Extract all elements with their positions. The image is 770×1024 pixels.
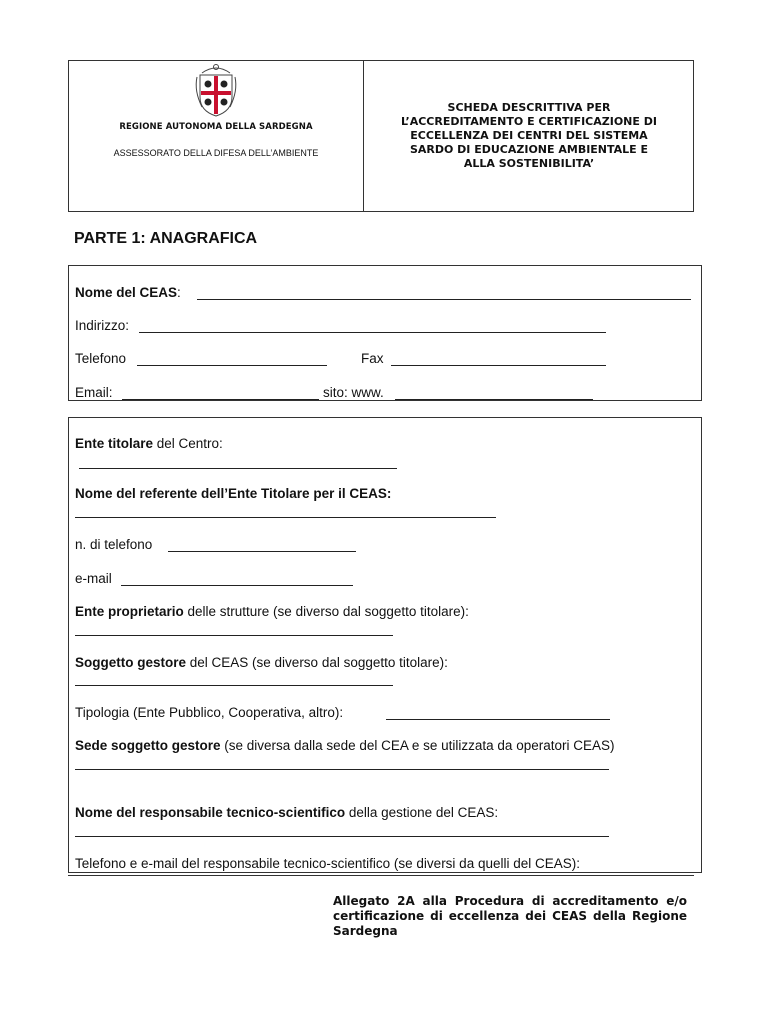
title-line: L’ACCREDITAMENTO E CERTIFICAZIONE DI <box>401 115 657 128</box>
ente-titolare-field[interactable] <box>79 468 397 469</box>
org-name: REGIONE AUTONOMA DELLA SARDEGNA <box>119 122 313 132</box>
region-crest-icon <box>192 61 240 119</box>
e-mail-field[interactable] <box>121 585 353 586</box>
indirizzo-field[interactable] <box>139 332 606 333</box>
e-mail-label: e-mail <box>75 571 112 586</box>
gestore-label: Soggetto gestore del CEAS (se diverso dal soggetto titolare): <box>75 655 448 670</box>
bottom-rule <box>68 875 694 876</box>
referente-field[interactable] <box>75 517 496 518</box>
ente-titolare-label: Ente titolare del Centro: <box>75 436 223 451</box>
proprietario-field[interactable] <box>75 635 393 636</box>
telefono-field[interactable] <box>137 365 327 366</box>
footer-note: Allegato 2A alla Procedura di accreditamento e/o certificazione di eccellenza dei CEAS della Regione Sardegna <box>333 894 687 938</box>
proprietario-label: Ente proprietario delle strutture (se diverso dal soggetto titolare): <box>75 604 469 619</box>
tipologia-field[interactable] <box>386 719 610 720</box>
gestore-field[interactable] <box>75 685 393 686</box>
header-box <box>68 60 694 212</box>
email-label: Email: <box>75 385 113 400</box>
nome-ceas-label: Nome del CEAS: <box>75 285 181 300</box>
responsabile-field[interactable] <box>75 836 609 837</box>
anagrafica-box <box>68 265 702 401</box>
n-telefono-field[interactable] <box>168 551 356 552</box>
department-name: ASSESSORATO DELLA DIFESA DELL’AMBIENTE <box>113 148 319 158</box>
referente-label: Nome del referente dell’Ente Titolare per il CEAS: <box>75 486 392 501</box>
title-line: ALLA SOSTENIBILITA’ <box>463 157 595 170</box>
telefono-responsabile-label: Telefono e e-mail del responsabile tecnico-scientifico (se diversi da quelli del CEAS): <box>75 856 580 871</box>
email-field[interactable] <box>122 399 319 400</box>
nome-ceas-field[interactable] <box>197 299 691 300</box>
responsabile-label: Nome del responsabile tecnico-scientifico della gestione del CEAS: <box>75 805 499 820</box>
sede-label: Sede soggetto gestore (se diversa dalla sede del CEA e se utilizzata da operatori CEAS) <box>75 738 615 753</box>
fax-label: Fax <box>361 351 384 366</box>
title-line: ECCELLENZA DEI CENTRI DEL SISTEMA <box>410 129 648 142</box>
indirizzo-label: Indirizzo: <box>75 318 130 333</box>
section-title: PARTE 1: ANAGRAFICA <box>74 230 258 247</box>
sito-label: sito: www. <box>323 385 384 400</box>
n-telefono-label: n. di telefono <box>75 537 153 552</box>
document-title <box>369 101 689 171</box>
ente-box <box>68 417 702 873</box>
sede-field[interactable] <box>75 769 609 770</box>
title-line: SARDO DI EDUCAZIONE AMBIENTALE E <box>409 143 649 156</box>
header-divider <box>363 61 364 211</box>
fax-field[interactable] <box>391 365 606 366</box>
tipologia-label: Tipologia (Ente Pubblico, Cooperativa, altro): <box>75 705 344 720</box>
telefono-label: Telefono <box>75 351 127 366</box>
title-line: SCHEDA DESCRITTIVA PER <box>447 101 611 114</box>
sito-field[interactable] <box>395 399 593 400</box>
